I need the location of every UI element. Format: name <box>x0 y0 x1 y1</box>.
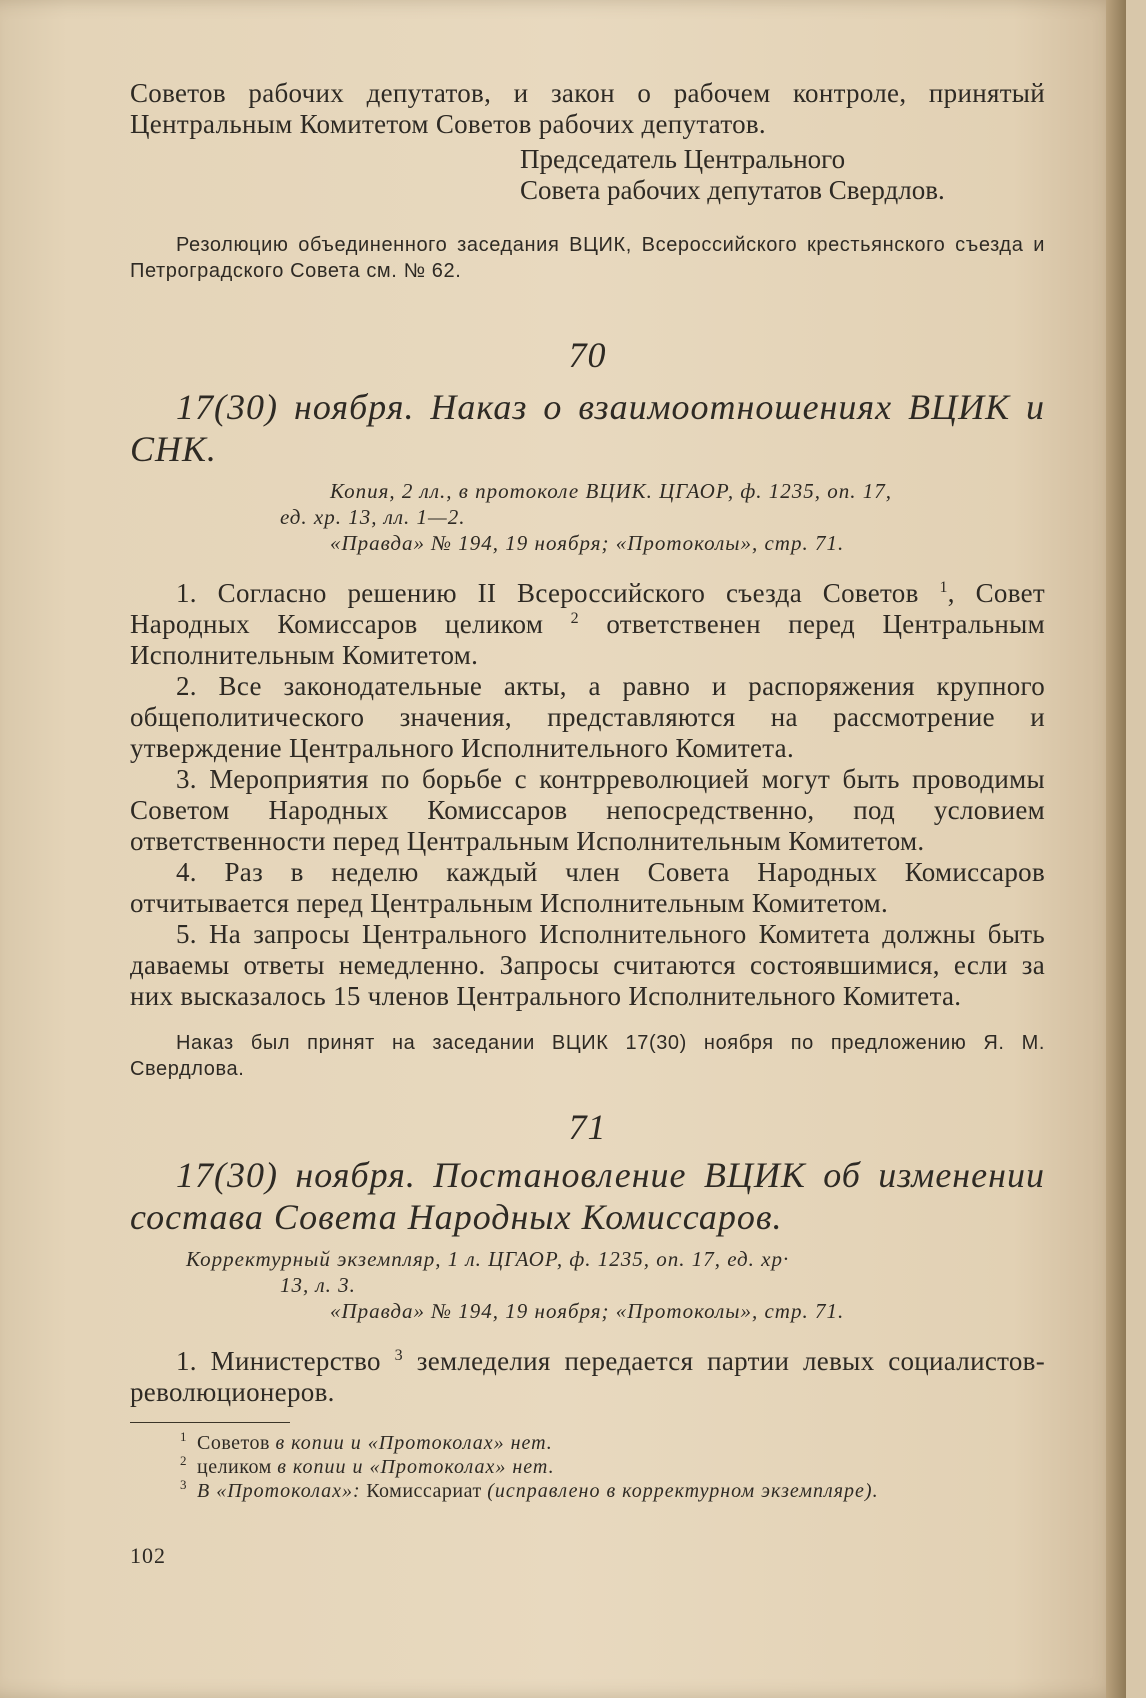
document-number-71: 71 <box>568 1107 607 1147</box>
paragraph-70-1: 1. Согласно решению II Всероссийского съезда Советов $^1$, Совет Народных Комиссаров целиком $^2$ ответственен перед Центральным Исполнительным Комитетом. <box>130 578 1045 670</box>
continuation-text: Советов рабочих депутатов, и закон о рабочем контроле, принятый Центральным Комитетом Советов рабочих депутатов. <box>130 78 1045 139</box>
paragraph-70-3: 3. Мероприятия по борьбе с контрреволюцией могут быть проводимы Советом Народных Комиссаров непосредственно, под условием ответственности перед Центральным Исполнительным Комитетом. <box>130 764 1045 856</box>
document-title-70: 17(30) ноября. Наказ о взаимоотношениях ВЦИК и СНК. <box>130 387 1045 469</box>
editorial-note-top: Резолюцию объединенного заседания ВЦИК, Всероссийского крестьянского съезда и Петроградского Совета см. № 62. <box>130 234 1045 282</box>
book-spine <box>1106 0 1126 1698</box>
footnote-ref-3[interactable]: 3 <box>394 1347 403 1364</box>
paragraph-70-5: 5. На запросы Центрального Исполнительного Комитета должны быть даваемы ответы немедленно. Запросы считаются состоявшимися, если за них высказалось 15 членов Центрального Исполнительного Комитета. <box>130 919 1045 1011</box>
footnote-2: $^2$ целиком в копии и «Протоколах» нет. <box>180 1453 555 1478</box>
footnote-divider <box>130 1422 290 1423</box>
source-71-line-2: 13, л. 3. <box>280 1273 356 1297</box>
editorial-note-70: Наказ был принят на заседании ВЦИК 17(30) ноября по предложению Я. М. Свердлова. <box>130 1032 1045 1080</box>
document-number-70: 70 <box>568 335 607 375</box>
source-71-line-3: «Правда» № 194, 19 ноября; «Протоколы», стр. 71. <box>330 1299 845 1323</box>
footnote-ref-2[interactable]: 2 <box>570 610 579 627</box>
footnote-1: $^1$ Советов в копии и «Протоколах» нет. <box>180 1429 553 1454</box>
document-title-71: 17(30) ноября. Постановление ВЦИК об изменении состава Совета Народных Комиссаров. <box>130 1155 1045 1237</box>
signature-line-1: Председатель Центрального <box>520 144 846 174</box>
source-70-line-3: «Правда» № 194, 19 ноября; «Протоколы», стр. 71. <box>330 531 845 555</box>
source-71-line-1: Корректурный экземпляр, 1 л. ЦГАОР, ф. 1235, оп. 17, ед. хр· <box>186 1247 790 1271</box>
signature-line-2: Совета рабочих депутатов Свердлов. <box>520 175 945 205</box>
footnote-ref-1[interactable]: 1 <box>939 579 948 596</box>
page-number: 102 <box>130 1543 166 1568</box>
source-70-line-1: Копия, 2 лл., в протоколе ВЦИК. ЦГАОР, ф. 1235, оп. 17, <box>330 479 892 503</box>
page-content <box>130 78 1045 1569</box>
footnote-3: $^3$ В «Протоколах»: Комиссариат (исправлено в корректурном экземпляре). <box>180 1477 879 1502</box>
paragraph-70-4: 4. Раз в неделю каждый член Совета Народных Комиссаров отчитывается перед Центральным Исполнительным Комитетом. <box>130 857 1045 918</box>
source-70-line-2: ед. хр. 13, лл. 1—2. <box>280 505 466 529</box>
paragraph-70-2: 2. Все законодательные акты, а равно и распоряжения крупного общеполитического значения, представляются на рассмотрение и утверждение Центрального Исполнительного Комитета. <box>130 671 1045 763</box>
paragraph-71-1: 1. Министерство $^3$ земледелия передается партии левых социалистов-революционеров. <box>130 1346 1045 1407</box>
